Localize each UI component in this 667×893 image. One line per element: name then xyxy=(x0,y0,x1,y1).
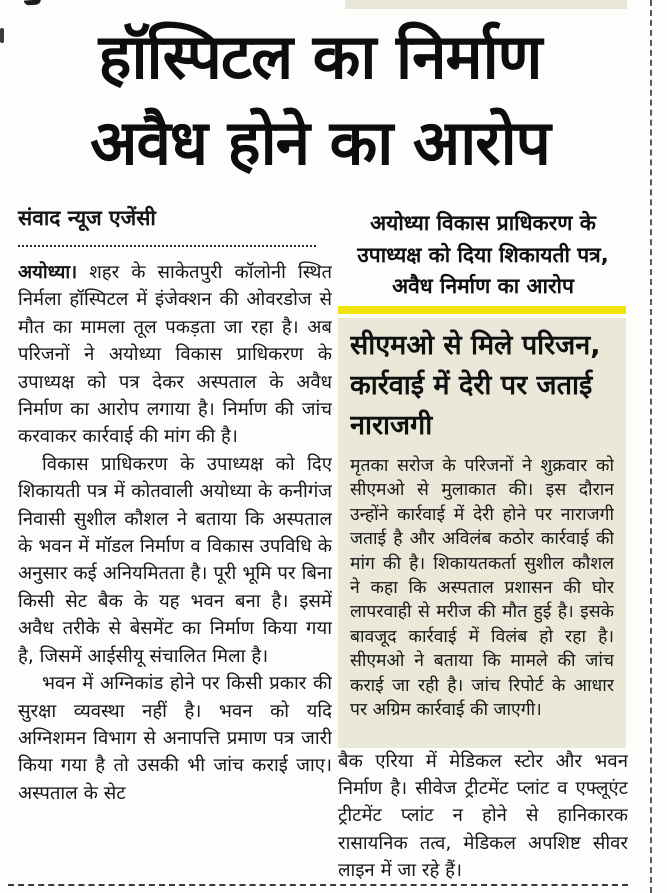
left-column xyxy=(18,205,332,881)
column-divider-dashed-rule xyxy=(650,0,652,893)
paragraph-3: भवन में अग्निकांड होने पर किसी प्रकार की सुरक्षा व्यवस्था नहीं है। भवन को यदि अग्निशमन विभाग से अनापत्ति प्रमाण पत्र जारी किया गया है तो उसकी भी जांच कराई जाए। अस्पताल के सेट xyxy=(18,673,332,804)
article-headline xyxy=(5,14,635,186)
paragraph-1-text: शहर के साकेतपुरी कॉलोनी स्थित निर्मला हॉस्पिटल में इंजेक्शन की ओवरडोज से मौत का मामला तूल पकड़ता जा रहा है। अब परिजनों ने अयोध्या विकास प्राधिकरण के उपाध्यक्ष को पत्र देकर अस्पताल के अवैध निर्माण का आरोप लगाया है। निर्माण की जांच करवाकर कार्रवाई की मांग की है। xyxy=(18,262,332,448)
paragraph-2: विकास प्राधिकरण के उपाध्यक्ष को दिए शिकायती पत्र में कोतवाली अयोध्या के कनीगंज निवासी सुशील कौशल ने बताया कि अस्पताल के भवन में मॉडल निर्माण व विकास उपविधि के अनुसार कई अनियमितता है। पूरी भूमि पर बिना किसी सेट बैक के यह भवन बना है। इसमें अवैध तरीके से बेसमेंट का निर्माण किया गया है, जिसमें आईसीयू संचालित मिला है। xyxy=(18,453,332,667)
highlight-box-heading: सीएमओ से मिले परिजन, कार्रवाई में देरी पर जताई नाराजगी xyxy=(350,330,601,441)
scan-artifact-mark xyxy=(24,0,41,6)
highlight-box xyxy=(338,318,626,748)
sub-headline: अयोध्या विकास प्राधिकरण के उपाध्यक्ष को दिया शिकायती पत्र, अवैध निर्माण का आरोप xyxy=(357,211,609,298)
byline: संवाद न्यूज एजेंसी xyxy=(18,206,156,230)
continuation-paragraph: बैक एरिया में मेडिकल स्टोर और भवन निर्माण है। सीवेज ट्रीटमेंट प्लांट व एफ्लूएंट ट्रीटमेंट प्लांट न होने से हानिकारक रासायनिक तत्व, मेडिकल अपशिष्ट सीवर लाइन में जा रहे हैं। xyxy=(338,751,628,881)
dateline: अयोध्या। xyxy=(18,262,78,283)
headline-line-1: हॉस्पिटल का निर्माण xyxy=(98,20,542,93)
paragraph-1 xyxy=(18,259,332,451)
byline-dotted-rule xyxy=(18,245,316,247)
headline-line-2: अवैध होने का आरोप xyxy=(90,106,550,179)
yellow-highlight-bar xyxy=(338,306,626,314)
scan-artifact-mark xyxy=(0,28,4,43)
cropped-previous-article-strip xyxy=(345,0,627,9)
right-column xyxy=(338,208,628,881)
left-column-body xyxy=(18,259,332,881)
highlight-box-body: मृतका सरोज के परिजनों ने शुक्रवार को सीएमओ से मुलाकात की। इस दौरान उन्होंने कार्रवाई में देरी होने पर नाराजगी जताई है और अविलंब कठोर कार्रवाई की मांग की है। शिकायतकर्ता सुशील कौशल ने कहा कि अस्पताल प्रशासन की घोर लापरवाही से मरीज की मौत हुई है। इसके बावजूद कार्रवाई में विलंब हो रहा है। सीएमओ ने बताया कि मामले की जांच कराई जा रही है। जांच रिपोर्ट के आधार पर अग्रिम कार्रवाई की जाएगी। xyxy=(350,456,614,721)
